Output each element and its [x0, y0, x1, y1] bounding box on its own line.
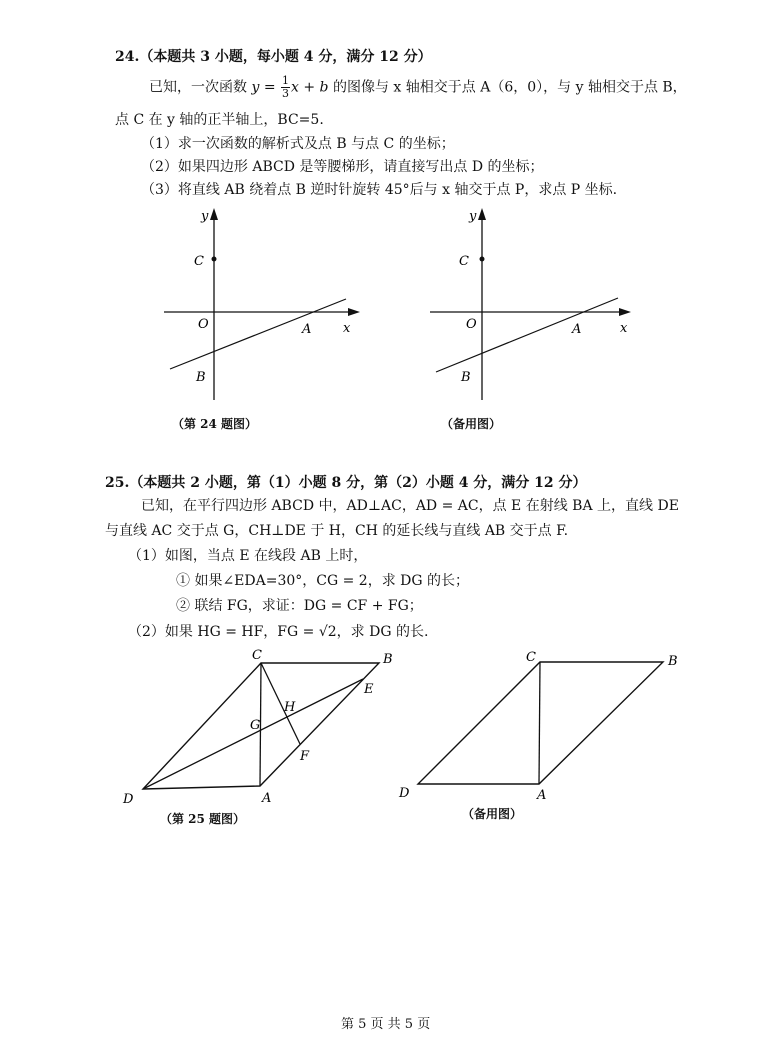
label-o: O: [466, 317, 477, 332]
q24-eq-eq: =: [259, 79, 281, 96]
label-a: A: [302, 322, 312, 337]
q24-caption-main: （第 24 题图）: [172, 417, 258, 431]
q24-sub3: （3）将直线 AB 绕着点 B 逆时针旋转 45°后与 x 轴交于点 P，求点 P 坐标.: [141, 182, 618, 198]
label-c: C: [194, 254, 204, 269]
label-g: G: [250, 718, 261, 733]
q24-figure-main: [150, 200, 370, 410]
label-x: x: [343, 321, 351, 336]
q25-sub1: （1）如图，当点 E 在线段 AB 上时，: [128, 548, 368, 564]
q25-header: [105, 472, 587, 492]
label-b: B: [668, 654, 678, 669]
q25-intro-line2: 与直线 AC 交于点 G，CH⊥DE 于 H，CH 的延长线与直线 AB 交于点 F.: [105, 523, 569, 539]
line-ab: [436, 298, 618, 372]
q24-sub2: （2）如果四边形 ABCD 是等腰梯形，请直接写出点 D 的坐标；: [141, 159, 544, 175]
q24-eq-den: 3: [282, 87, 290, 100]
label-d: D: [399, 786, 410, 801]
label-c: C: [252, 648, 262, 663]
line-ab: [170, 299, 346, 369]
y-axis-arrow-icon: [478, 208, 486, 220]
q24-eq-fraction: [281, 75, 290, 100]
label-a: A: [537, 788, 547, 803]
q24-figure-spare: [418, 200, 640, 410]
q25-sub2-a: （2）如果 HG = HF，FG =: [128, 624, 319, 640]
label-c: C: [459, 254, 469, 269]
label-e: E: [364, 682, 374, 697]
q24-intro-line2: 点 C 在 y 轴的正半轴上，BC=5.: [115, 112, 324, 128]
q24-intro-a: 已知，一次函数: [149, 79, 247, 96]
q25-sub2-c: ，求 DG 的长.: [336, 624, 429, 640]
q25-header-text: （本题共 2 小题，第（1）小题 8 分，第（2）小题 4 分，满分 12 分）: [129, 475, 587, 491]
q25-number: 25.: [105, 475, 130, 491]
label-a: A: [262, 791, 272, 806]
page-footer: 第 5 页 共 5 页: [341, 1017, 431, 1032]
q24-number: 24.: [115, 49, 140, 65]
q24-header-text: （本题共 3 小题，每小题 4 分，满分 12 分）: [139, 49, 432, 65]
q24-intro-b: 的图像与 x 轴相交于点 A（6，0），与 y 轴相交于点 B，: [328, 79, 687, 96]
label-d: D: [123, 792, 134, 807]
label-c: C: [526, 650, 536, 665]
label-b: B: [383, 652, 393, 667]
label-a: A: [572, 322, 582, 337]
q24-eq-num: 1: [282, 74, 290, 87]
label-f: F: [300, 749, 310, 764]
segment-ca: [539, 662, 540, 784]
label-b: B: [196, 370, 206, 385]
q25-figure-main: [115, 645, 393, 810]
q24-caption-spare: （备用图）: [441, 417, 502, 431]
q25-caption-spare: （备用图）: [462, 807, 523, 821]
q25-figure-spare: [395, 645, 695, 805]
point-c: [480, 257, 485, 262]
label-x: x: [620, 321, 628, 336]
q25-intro-line1: 已知，在平行四边形 ABCD 中，AD⊥AC，AD = AC，点 E 在射线 BA 上，直线 DE: [141, 498, 679, 514]
point-c: [212, 257, 217, 262]
label-h: H: [284, 700, 296, 715]
label-y: y: [469, 209, 477, 224]
label-y: y: [201, 209, 209, 224]
q24-eq-y: y: [251, 79, 260, 96]
q24-header: [115, 46, 432, 66]
q24-eq-rest: x + b: [291, 79, 329, 96]
label-b: B: [461, 370, 471, 385]
x-axis-arrow-icon: [619, 308, 631, 316]
q25-caption-main: （第 25 题图）: [160, 812, 246, 826]
q25-sub1b: ② 联结 FG，求证：DG = CF + FG；: [176, 598, 423, 614]
q25-sub2: [128, 621, 428, 641]
segment-de: [143, 679, 363, 789]
x-axis-arrow-icon: [348, 308, 360, 316]
label-o: O: [198, 317, 209, 332]
q24-intro-line1: [149, 75, 687, 100]
q24-sub1: （1）求一次函数的解析式及点 B 与点 C 的坐标；: [141, 136, 455, 152]
y-axis-arrow-icon: [210, 208, 218, 220]
q25-sub1a: ① 如果∠EDA=30°，CG = 2，求 DG 的长；: [176, 573, 470, 589]
q25-sub2-sqrt: √2: [318, 624, 337, 640]
